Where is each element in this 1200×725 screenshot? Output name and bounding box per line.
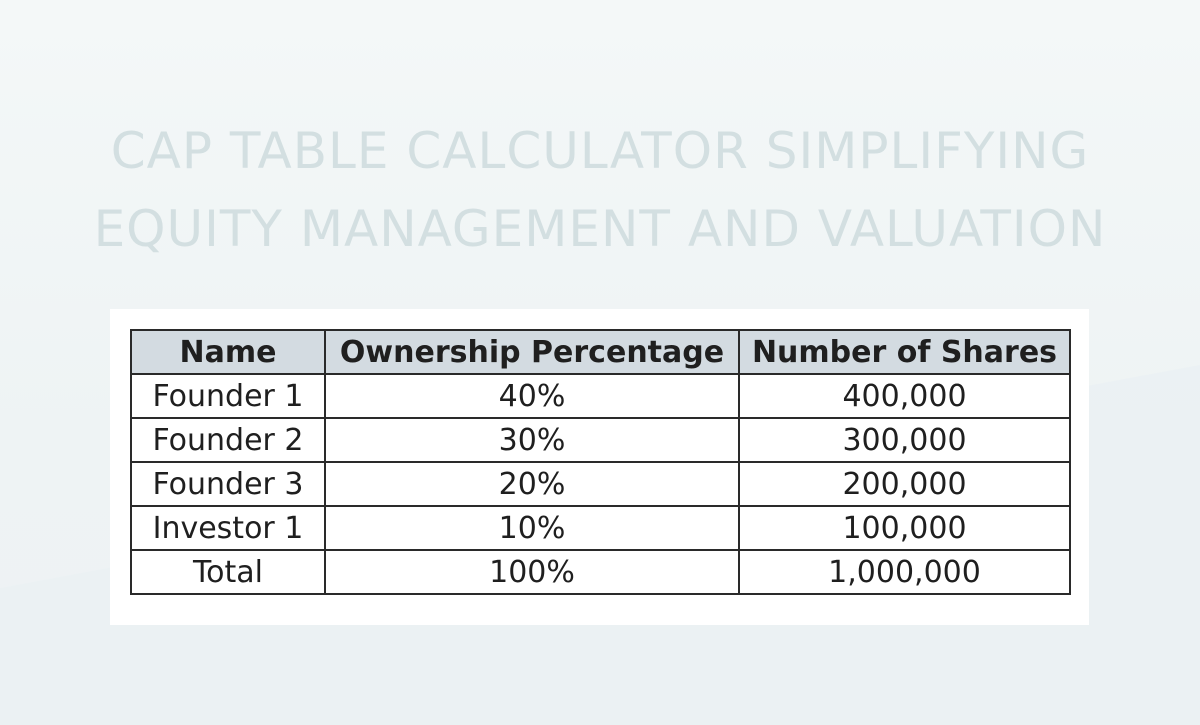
header-name: Name (131, 330, 325, 374)
header-ownership-percentage: Ownership Percentage (325, 330, 739, 374)
table-row (131, 374, 1070, 418)
table-row (131, 506, 1070, 550)
page-title-line-1: CAP TABLE CALCULATOR SIMPLIFYING (110, 122, 1090, 180)
cell-ownership: 100% (325, 550, 739, 594)
cell-shares: 400,000 (739, 374, 1070, 418)
page-title (0, 112, 1200, 268)
header-number-of-shares: Number of Shares (739, 330, 1070, 374)
cell-ownership: 10% (325, 506, 739, 550)
cell-shares: 1,000,000 (739, 550, 1070, 594)
cell-name: Investor 1 (131, 506, 325, 550)
cell-name: Founder 3 (131, 462, 325, 506)
cell-shares: 200,000 (739, 462, 1070, 506)
cell-name: Founder 1 (131, 374, 325, 418)
cell-ownership: 20% (325, 462, 739, 506)
cell-ownership: 30% (325, 418, 739, 462)
cell-shares: 100,000 (739, 506, 1070, 550)
cell-name: Founder 2 (131, 418, 325, 462)
table-card (110, 309, 1089, 625)
table-row-total (131, 550, 1070, 594)
table-row (131, 418, 1070, 462)
cell-shares: 300,000 (739, 418, 1070, 462)
cell-ownership: 40% (325, 374, 739, 418)
table-row (131, 462, 1070, 506)
table-header-row (131, 330, 1070, 374)
cell-name: Total (131, 550, 325, 594)
cap-table (130, 329, 1071, 595)
page-title-line-2: EQUITY MANAGEMENT AND VALUATION (93, 200, 1107, 258)
